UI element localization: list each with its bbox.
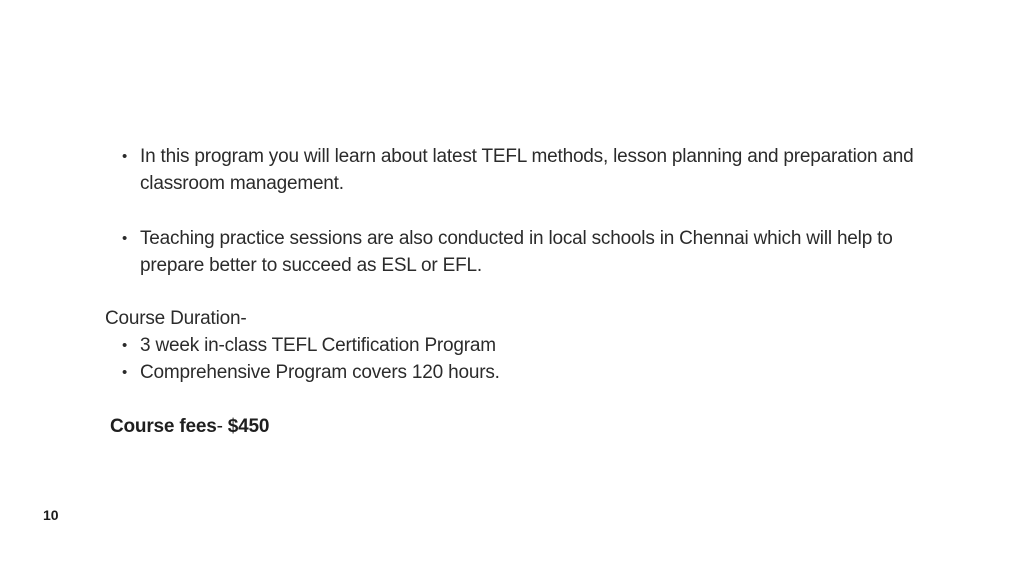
bullet-duration-weeks: • 3 week in-class TEFL Certification Program bbox=[140, 332, 930, 359]
course-fees-amount: $450 bbox=[227, 416, 270, 437]
course-duration-label: Course Duration- bbox=[105, 308, 247, 329]
bullet-duration-hours: • Comprehensive Program covers 120 hours. bbox=[140, 359, 930, 386]
course-fees-label: Course fees bbox=[110, 416, 217, 437]
course-fees-separator: - bbox=[216, 416, 228, 437]
page-number: 10 bbox=[43, 507, 59, 523]
bullet-program-overview: • In this program you will learn about latest TEFL methods, lesson planning and preparation and classroom management. bbox=[140, 143, 930, 197]
course-fees bbox=[110, 413, 269, 440]
bullet-teaching-practice: • Teaching practice sessions are also conducted in local schools in Chennai which will help to prepare better to succeed as ESL or EFL. bbox=[140, 225, 930, 279]
